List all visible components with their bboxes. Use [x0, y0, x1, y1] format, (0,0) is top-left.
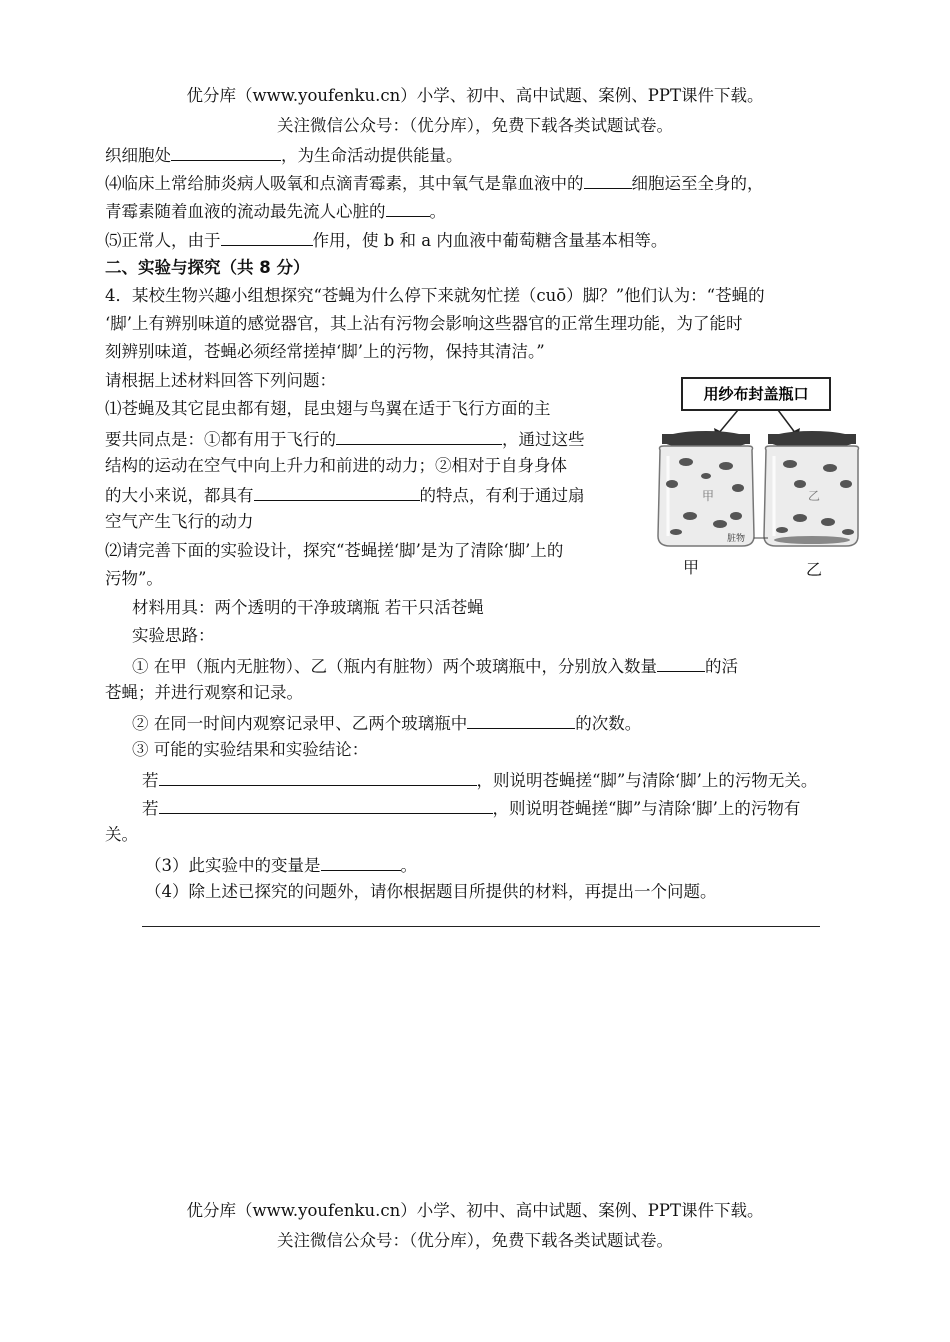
- header-line-2: 关注微信公众号：（优分库），免费下载各类试题试卷。: [277, 116, 673, 135]
- q4-part3: （3）此实验中的变量是 。: [145, 856, 417, 875]
- answer-blank[interactable]: [221, 229, 313, 246]
- jar-left-mark: 甲: [701, 489, 715, 503]
- answer-blank[interactable]: [657, 655, 705, 672]
- jar-right-mark: 乙: [807, 489, 821, 503]
- q3-line-1: 织细胞处 ，为生命活动提供能量。: [105, 146, 463, 165]
- answer-blank[interactable]: [336, 428, 502, 445]
- q4-p1-line-5: 空气产生飞行的动力: [105, 512, 254, 531]
- caption-text: 用纱布封盖瓶口: [703, 385, 809, 403]
- q4-result-2-tail: 关。: [105, 825, 138, 844]
- q4-p1-line-4: 的大小来说，都具有 的特点，有利于通过扇: [105, 486, 585, 505]
- answer-blank[interactable]: [386, 200, 430, 217]
- q4-prompt: 请根据上述材料回答下列问题：: [105, 371, 336, 390]
- answer-blank[interactable]: [254, 484, 420, 501]
- figure-label-right: 乙: [806, 560, 823, 579]
- figure-label-left: 甲: [683, 558, 700, 577]
- q4-step-1-line-1: ① 在甲（瓶内无脏物）、乙（瓶内有脏物）两个玻璃瓶中，分别放入数量 的活: [132, 657, 738, 676]
- q4-intro-line-2: ‘脚’上有辨别味道的感觉器官，其上沾有污物会影响这些器官的正常生理功能，为了能时: [105, 314, 743, 333]
- dirt-label: 脏物: [726, 534, 746, 544]
- header-line-1: 优分库（www.youfenku.cn）小学、初中、高中试题、案例、PPT课件下载。: [186, 86, 764, 105]
- q4-step-2: ② 在同一时间内观察记录甲、乙两个玻璃瓶中 的次数。: [132, 714, 642, 733]
- jar-left: [658, 431, 754, 546]
- q4-step-3: ③ 可能的实验结果和实验结论：: [132, 740, 369, 759]
- answer-blank[interactable]: [159, 797, 493, 814]
- q4-result-2: 若 ，则说明苍蝇搓“脚”与清除‘脚’上的污物有: [142, 799, 801, 818]
- q4-materials: 材料用具：两个透明的干净玻璃瓶 若干只活苍蝇: [132, 598, 484, 617]
- q4-intro-line-1: 4．某校生物兴趣小组想探究“苍蝇为什么停下来就匆忙搓（cuō）脚？”他们认为：“苍蝇的: [105, 286, 765, 305]
- q4-p1-line-1: ⑴苍蝇及其它昆虫都有翅，昆虫翅与鸟翼在适于飞行方面的主: [105, 399, 551, 418]
- answer-line[interactable]: [142, 926, 820, 927]
- answer-blank[interactable]: [584, 172, 632, 189]
- q4-p2-line-2: 污物”。: [105, 569, 163, 588]
- q3-part4-line-2: 青霉素随着血液的流动最先流人心脏的 。: [105, 202, 446, 221]
- q4-step-1-line-2: 苍蝇；并进行观察和记录。: [105, 683, 303, 702]
- q4-p1-line-3: 结构的运动在空气中向上升力和前进的动力；②相对于自身身体: [105, 456, 567, 475]
- q3-part5: ⑸正常人，由于 作用，使 b 和 a 内血液中葡萄糖含量基本相等。: [105, 231, 668, 250]
- q4-p2-line-1: ⑵请完善下面的实验设计，探究“苍蝇搓‘脚’是为了清除‘脚’上的: [105, 541, 564, 560]
- q4-idea: 实验思路：: [132, 626, 215, 645]
- footer-line-1: 优分库（www.youfenku.cn）小学、初中、高中试题、案例、PPT课件下载。: [186, 1201, 764, 1220]
- q4-result-1: 若 ，则说明苍蝇搓“脚”与清除‘脚’上的污物无关。: [142, 771, 818, 790]
- experiment-figure: [650, 376, 860, 582]
- q4-p1-line-2: 要共同点是：①都有用于飞行的 ，通过这些: [105, 430, 585, 449]
- answer-blank[interactable]: [467, 712, 575, 729]
- answer-blank[interactable]: [159, 769, 477, 786]
- q4-intro-line-3: 刻辨别味道，苍蝇必须经常搓掉‘脚’上的污物，保持其清洁。”: [105, 342, 545, 361]
- answer-blank[interactable]: [171, 144, 281, 161]
- answer-blank[interactable]: [321, 854, 401, 871]
- section-title: 二、实验与探究（共 8 分）: [105, 258, 310, 277]
- footer-line-2: 关注微信公众号：（优分库），免费下载各类试题试卷。: [277, 1231, 673, 1250]
- q3-part4-line-1: ⑷临床上常给肺炎病人吸氧和点滴青霉素，其中氧气是靠血液中的 细胞运至全身的，: [105, 174, 764, 193]
- jar-right: [764, 431, 859, 546]
- q4-part4: （4）除上述已探究的问题外，请你根据题目所提供的材料，再提出一个问题。: [145, 882, 717, 901]
